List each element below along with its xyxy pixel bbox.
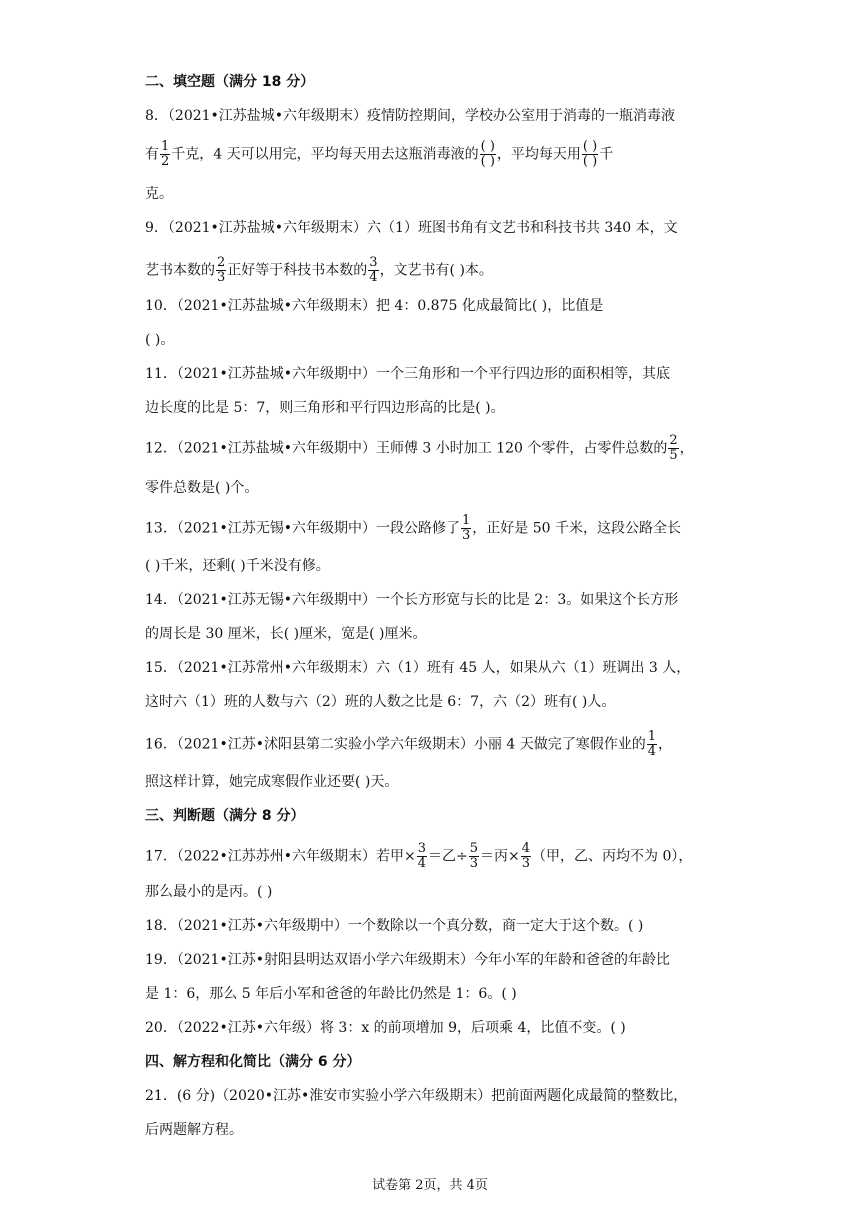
question-8-line-1: 8．（2021•江苏盐城•六年级期末）疫情防控期间，学校办公室用于消毒的一瓶消毒液 — [145, 108, 676, 124]
blank-fraction — [480, 140, 496, 169]
question-21-line-2: 后两题解方程。 — [145, 1122, 243, 1138]
text: 16．（2021•江苏•沭阳县第二实验小学六年级期末）小丽 4 天做完了寒假作业的 — [145, 736, 646, 753]
numerator: 3 — [417, 841, 426, 856]
text: 12．（2021•江苏盐城•六年级期中）王师傅 3 小时加工 120 个零件，占零件总数的 — [145, 440, 668, 457]
blank-denominator: ( ) — [480, 154, 495, 169]
blank-fraction — [582, 140, 598, 169]
text: ＝乙÷ — [427, 848, 468, 865]
question-16-line-1 — [145, 730, 672, 759]
fraction — [469, 842, 479, 871]
question-12-line-1 — [145, 434, 694, 463]
text: ＝丙× — [480, 848, 520, 865]
question-21-line-1: 21．(6 分)（2020•江苏•淮安市实验小学六年级期末）把前面两题化成最简的整数比， — [145, 1088, 688, 1104]
question-13-line-2: ( )千米，还剩( )千米没有修。 — [145, 558, 330, 574]
question-20-line-1: 20．（2022•江苏•六年级）将 3：x 的前项增加 9，后项乘 4，比值不变。( ) — [145, 1020, 626, 1036]
text: 千克，4 天可以用完，平均每天用去这瓶消毒液的 — [171, 146, 479, 163]
text: ，正好是 50 千米，这段公路全长 — [472, 520, 681, 537]
text: ， — [679, 440, 694, 457]
text: 千 — [599, 146, 614, 163]
text: 13．（2021•江苏无锡•六年级期中）一段公路修了 — [145, 520, 460, 537]
question-11-line-2: 边长度的比是 5：7，则三角形和平行四边形高的比是( )。 — [145, 400, 505, 416]
question-18-line-1: 18．（2021•江苏•六年级期中）一个数除以一个真分数，商一定大于这个数。( ) — [145, 918, 644, 934]
text: 艺书本数的 — [145, 262, 215, 279]
fraction — [647, 730, 657, 759]
fraction — [216, 256, 226, 285]
page-footer: 试卷第 2页，共 4页 — [372, 1178, 488, 1193]
numerator: 3 — [369, 255, 378, 270]
numerator: 4 — [521, 841, 531, 856]
text: 有 — [145, 146, 159, 163]
denominator: 2 — [161, 154, 170, 169]
denominator: 3 — [217, 270, 226, 285]
question-14-line-2: 的周长是 30 厘米，长( )厘米，宽是( )厘米。 — [145, 626, 427, 642]
question-11-line-1: 11．（2021•江苏盐城•六年级期中）一个三角形和一个平行四边形的面积相等，其底 — [145, 366, 670, 382]
question-10-line-2: ( )。 — [145, 332, 175, 348]
text: ，平均每天用 — [496, 146, 581, 163]
text: 17．（2022•江苏苏州•六年级期末）若甲× — [145, 848, 416, 865]
numerator: 1 — [161, 139, 170, 154]
section-4-heading: 四、解方程和化简比（满分 6 分） — [145, 1054, 361, 1070]
fraction — [461, 514, 471, 543]
denominator: 3 — [461, 528, 471, 543]
numerator: 1 — [461, 513, 471, 528]
fraction — [417, 842, 427, 871]
fraction — [160, 140, 170, 169]
text: （甲，乙、丙均不为 0）， — [532, 848, 693, 865]
numerator: 1 — [647, 729, 657, 744]
denominator: 4 — [369, 270, 378, 285]
question-17-line-1 — [145, 842, 692, 871]
question-15-line-2: 这时六（1）班的人数与六（2）班的人数之比是 6：7，六（2）班有( )人。 — [145, 694, 616, 710]
denominator: 4 — [647, 744, 657, 759]
numerator: 2 — [217, 255, 226, 270]
question-10-line-1: 10．（2021•江苏盐城•六年级期末）把 4：0.875 化成最简比( )，比值是 — [145, 298, 604, 314]
blank-numerator: ( ) — [480, 139, 495, 154]
question-19-line-1: 19．（2021•江苏•射阳县明达双语小学六年级期末）今年小军的年龄和爸爸的年龄比 — [145, 952, 670, 968]
question-12-line-2: 零件总数是( )个。 — [145, 480, 259, 496]
denominator: 4 — [417, 856, 426, 871]
numerator: 5 — [469, 841, 478, 856]
denominator: 5 — [669, 448, 678, 463]
blank-denominator: ( ) — [582, 154, 598, 169]
question-8-line-3: 克。 — [145, 186, 173, 202]
question-17-line-2: 那么最小的是丙。( ) — [145, 884, 273, 900]
question-9-line-2 — [145, 256, 493, 285]
fraction — [668, 434, 678, 463]
question-13-line-1 — [145, 514, 681, 543]
blank-numerator: ( ) — [582, 139, 598, 154]
denominator: 3 — [469, 856, 478, 871]
text: ， — [658, 736, 673, 753]
text: 正好等于科技书本数的 — [227, 262, 368, 279]
numerator: 2 — [669, 433, 678, 448]
fraction — [368, 256, 378, 285]
text: ，文艺书有( )本。 — [379, 262, 493, 279]
fraction — [521, 842, 531, 871]
question-16-line-2: 照这样计算，她完成寒假作业还要( )天。 — [145, 774, 399, 790]
section-2-heading: 二、填空题（满分 18 分） — [145, 74, 315, 90]
question-14-line-1: 14．（2021•江苏无锡•六年级期中）一个长方形宽与长的比是 2：3。如果这个长方形 — [145, 592, 679, 608]
question-9-line-1: 9．（2021•江苏盐城•六年级期末）六（1）班图书角有文艺书和科技书共 340 本，文 — [145, 220, 678, 236]
denominator: 3 — [521, 856, 531, 871]
question-8-line-2 — [145, 140, 613, 169]
section-3-heading: 三、判断题（满分 8 分） — [145, 808, 305, 824]
question-15-line-1: 15．（2021•江苏常州•六年级期末）六（1）班有 45 人，如果从六（1）班调出 3 人， — [145, 660, 691, 676]
question-19-line-2: 是 1：6，那么 5 年后小军和爸爸的年龄比仍然是 1：6。( ) — [145, 986, 517, 1002]
